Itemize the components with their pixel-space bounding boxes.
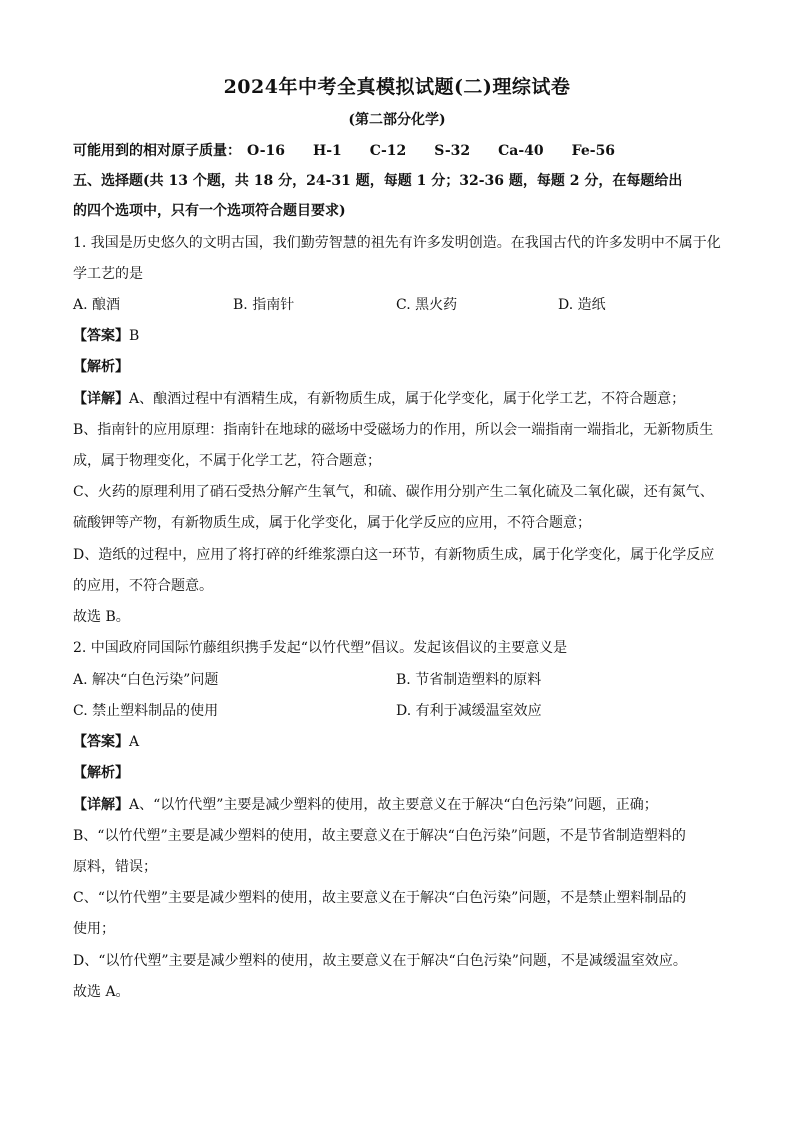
q1-detail-line bbox=[73, 389, 723, 409]
q2-detail-line: C、“以竹代塑”主要是减少塑料的使用，故主要意义在于解决“白色污染”问题，不是禁止塑料制品的 bbox=[73, 890, 687, 906]
mass-item: O-16 bbox=[247, 143, 286, 159]
q1-detail-line: 的应用，不符合题意。 bbox=[73, 578, 213, 594]
q2-conclusion: 故选 A。 bbox=[73, 984, 130, 1000]
q2-analysis-tag: 【解析】 bbox=[73, 765, 129, 781]
mass-item: Fe-56 bbox=[571, 143, 616, 159]
detail-text: A、“以竹代塑”主要是减少塑料的使用，故主要意义在于解决“白色污染”问题，正确； bbox=[129, 797, 658, 813]
q2-option-b: B. 节省制造塑料的原料 bbox=[396, 672, 542, 688]
q2-detail-line: 原料，错误； bbox=[73, 859, 157, 875]
q2-detail-line bbox=[73, 795, 723, 815]
page-subtitle: (第二部分化学) bbox=[348, 112, 446, 128]
mass-item: S-32 bbox=[434, 143, 471, 159]
q2-stem: 2. 中国政府同国际竹藤组织携手发起“以竹代塑”倡议。发起该倡议的主要意义是 bbox=[73, 640, 568, 656]
page-title: 2024年中考全真模拟试题(二)理综试卷 bbox=[223, 76, 571, 98]
section-heading: 五、选择题(共 13 个题，共 18 分，24-31 题，每题 1 分；32-36 题，每题 2 分，在每题给出 bbox=[73, 173, 683, 189]
q1-stem-cont: 学工艺的是 bbox=[73, 266, 143, 282]
q2-answer bbox=[73, 732, 723, 752]
q2-option-c: C. 禁止塑料制品的使用 bbox=[73, 703, 219, 719]
q2-detail-line: D、“以竹代塑”主要是减少塑料的使用，故主要意义在于解决“白色污染”问题，不是减缓温室效应。 bbox=[73, 953, 687, 969]
mass-item: C-12 bbox=[369, 143, 407, 159]
q1-analysis-tag: 【解析】 bbox=[73, 359, 129, 375]
answer-value: B bbox=[129, 328, 140, 344]
q1-answer bbox=[73, 326, 723, 346]
section-heading-cont: 的四个选项中，只有一个选项符合题目要求) bbox=[73, 203, 346, 219]
q1-detail-line: B、指南针的应用原理：指南针在地球的磁场中受磁场力的作用，所以会一端指南一端指北，无新物质生 bbox=[73, 422, 714, 438]
q2-detail-line: 使用； bbox=[73, 921, 115, 937]
atomic-masses bbox=[73, 141, 723, 161]
q1-conclusion: 故选 B。 bbox=[73, 609, 130, 625]
mass-item: H-1 bbox=[313, 143, 342, 159]
q2-detail-line: B、“以竹代塑”主要是减少塑料的使用，故主要意义在于解决“白色污染”问题，不是节省制造塑料的 bbox=[73, 828, 686, 844]
q1-option-b: B. 指南针 bbox=[233, 297, 295, 313]
q1-detail-line: C、火药的原理利用了硝石受热分解产生氧气，和硫、碳作用分别产生二氧化硫及二氧化碳，还有氮气、 bbox=[73, 484, 714, 500]
q2-option-d: D. 有利于减缓温室效应 bbox=[396, 703, 542, 719]
q1-stem: 1. 我国是历史悠久的文明古国，我们勤劳智慧的祖先有许多发明创造。在我国古代的许多发明中不属于化 bbox=[73, 235, 721, 251]
answer-tag: 【答案】 bbox=[73, 734, 129, 750]
q1-detail-line: 成，属于物理变化，不属于化学工艺，符合题意； bbox=[73, 453, 381, 469]
detail-tag: 【详解】 bbox=[73, 797, 129, 813]
answer-tag: 【答案】 bbox=[73, 328, 129, 344]
q1-option-d: D. 造纸 bbox=[558, 297, 606, 313]
q1-option-c: C. 黑火药 bbox=[396, 297, 458, 313]
answer-value: A bbox=[129, 734, 140, 750]
q1-detail-line: D、造纸的过程中，应用了将打碎的纤维浆漂白这一环节，有新物质生成，属于化学变化，属于化学反应 bbox=[73, 547, 715, 563]
q1-option-a: A. 酿酒 bbox=[73, 297, 121, 313]
atomic-masses-label: 可能用到的相对原子质量： bbox=[73, 143, 241, 159]
q1-detail-line: 硫酸钾等产物，有新物质生成，属于化学变化，属于化学反应的应用，不符合题意； bbox=[73, 515, 591, 531]
detail-text: A、酿酒过程中有酒精生成，有新物质生成，属于化学变化，属于化学工艺，不符合题意； bbox=[129, 391, 686, 407]
q2-option-a: A. 解决“白色污染”问题 bbox=[73, 672, 219, 688]
detail-tag: 【详解】 bbox=[73, 391, 129, 407]
mass-item: Ca-40 bbox=[498, 143, 544, 159]
